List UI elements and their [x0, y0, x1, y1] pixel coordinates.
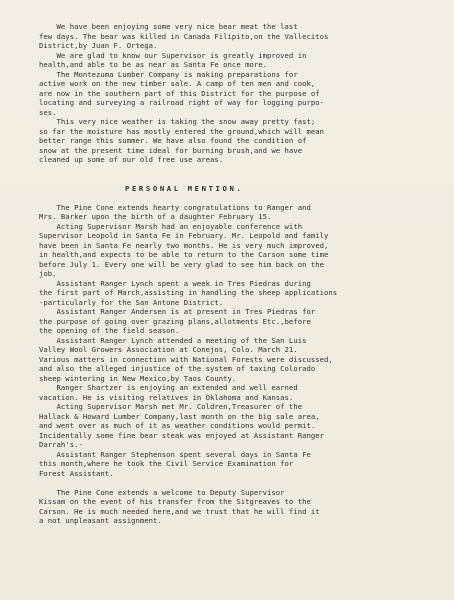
typewritten-text	[39, 22, 439, 526]
text-line: Supervisor Leopold in Santa Fe in February. Mr. Leopold and family	[39, 231, 329, 240]
text-line: The Montezuma Lumber Company is making preparations for	[39, 69, 298, 79]
text-line: have been in Santa Fe nearly two months. He is very much improved,	[39, 240, 329, 250]
text-line: Acting Supervisor Marsh had an enjoyable conference with	[39, 221, 303, 231]
text-line: active work on the new timber sale. A camp of ten men and cook,	[39, 79, 316, 88]
text-line: The Pine Cone extends a welcome to Deputy Supervisor	[39, 487, 285, 497]
text-line: few days. The bear was killed in Canada Filipito,on the Vallecitos	[39, 31, 329, 41]
section-heading: PERSONAL MENTION.	[125, 183, 244, 193]
text-line: Hallack & Howard Lumber Company,last month on the big sale area,	[39, 411, 320, 421]
text-line: Kissam on the event of his transfer from the Sitgreaves to the	[39, 497, 311, 506]
text-line: health,and able to be as near as Santa Fe once more.	[39, 60, 268, 69]
text-line: Darrah's.-	[39, 440, 83, 449]
text-line: Ranger Shartzer is enjoying an extended and well earned	[39, 383, 298, 392]
text-line: and also the alleged injustice of the system of taxing Colorado	[39, 364, 316, 373]
text-line: Various matters in connection with National Forests were discussed,	[39, 354, 333, 364]
text-line: Acting Supervisor Marsh met Mr. Coldren,Treasurer of the	[39, 402, 303, 411]
text-line: before July 1. Every one will be very glad to see him back on the	[39, 259, 325, 269]
text-line: the purpose of going over grazing plans,allotments Etc.,before	[39, 316, 311, 326]
text-line: vacation. He is visiting relatives in Oklahoma and Kansas.	[39, 392, 294, 402]
text-line: Mrs. Barker upon the birth of a daughter February 15.	[39, 212, 272, 221]
text-line: We are glad to know our Supervisor is greatly improved in	[39, 50, 307, 60]
spacer	[39, 478, 439, 488]
text-line: in health,and expects to be able to return to the Carson some time	[39, 250, 329, 259]
text-line: sheep wintering in New Mexico,by Taos County.	[39, 373, 237, 383]
text-line: Assistant Ranger Lynch attended a meeting of the San Luis	[39, 335, 307, 345]
text-line: Carson. He is much needed here,and we trust that he will find it	[39, 506, 320, 516]
text-line: Valley Wool Growers Association at Conejos, Colo. March 21.	[39, 345, 298, 354]
text-line: Assistant Ranger Lynch spent a week in Tres Piedras during	[39, 278, 311, 288]
text-line: snow at the present time ideal for burning brush,and we have	[39, 145, 303, 155]
text-line: Assistant Ranger Stephenson spent several days in Santa Fe	[39, 449, 311, 459]
text-line: the first part of March,assisting in handling the sheep applications	[39, 288, 338, 297]
text-line: cleaned up some of our old free use areas.	[39, 155, 224, 164]
spacer	[39, 193, 439, 203]
text-line: Assistant Ranger Andersen is at present in Tres Piedras for	[39, 307, 316, 316]
text-line: the opening of the field season.	[39, 326, 180, 335]
text-line: ses.	[39, 107, 57, 117]
spacer	[39, 174, 439, 184]
text-line: a not unpleasant assignment.	[39, 516, 162, 525]
text-line: job.	[39, 269, 57, 278]
spacer	[39, 165, 439, 175]
text-line: locating and surveying a railroad right of way for logging purpo-	[39, 98, 325, 107]
text-line: are now in the southern part of this District for the purpose of	[39, 88, 320, 98]
text-line: This very nice weather is taking the snow away pretty fast;	[39, 117, 316, 126]
text-line: -particularly for the San Antone District.	[39, 297, 224, 307]
text-line: Forest Assistant.	[39, 468, 114, 478]
text-line: and went over as much of it as weather conditions would permit.	[39, 421, 316, 430]
text-line: District,by Juan F. Ortega.	[39, 41, 158, 50]
text-line: We have been enjoying some very nice bear meat the last	[39, 22, 298, 31]
text-line: this month,where he took the Civil Service Examination for	[39, 459, 294, 468]
text-line: The Pine Cone extends hearty congratulations to Ranger and	[39, 202, 311, 212]
text-line: so far the moisture has mostly entered the ground,which will mean	[39, 126, 325, 136]
text-line: better range this summer. We have also found the condition of	[39, 136, 307, 145]
text-line: Incidentally some fine bear steak was enjoyed at Assistant Ranger	[39, 430, 325, 440]
